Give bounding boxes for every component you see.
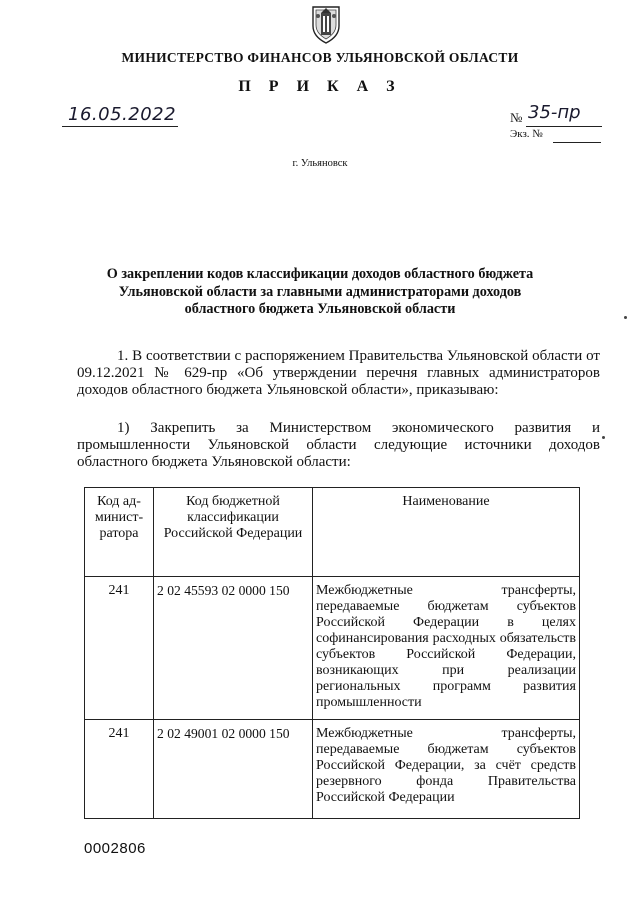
cell-budget-code: 2 02 45593 02 0000 150 xyxy=(154,577,313,720)
header-budget-code: Код бюджетной классификации Российской Федерации xyxy=(154,488,313,577)
city-name: г. Ульяновск xyxy=(292,158,348,169)
table-row xyxy=(85,577,580,720)
paragraph-1: 1. В соответствии с распоряжением Правительства Ульяновской области от 09.12.2021 № 629-пр «Об утверждении перечня главных администраторов доходов областного бюджета Ульяновской области», приказываю: xyxy=(77,348,600,398)
copy-number-label: Экз. № xyxy=(510,128,543,140)
ministry-name: МИНИСТЕРСТВО ФИНАНСОВ УЛЬЯНОВСКОЙ ОБЛАСТИ xyxy=(121,50,519,65)
subject-line-1: О закреплении кодов классификации доходов областного бюджета xyxy=(106,266,534,282)
subject-line-3: областного бюджета Ульяновской области xyxy=(184,301,456,317)
scan-artifact xyxy=(624,316,627,319)
document-type-title: П Р И К А З xyxy=(238,78,402,95)
handwritten-date: 16.05.2022 xyxy=(68,104,177,125)
cell-admin-code: 241 xyxy=(85,720,154,819)
scan-artifact xyxy=(602,436,605,439)
cell-name: Межбюджетные трансферты, передаваемые бюджетам субъектов Российской Федерации, за счёт средств резервного фонда Правительства Российской Федерации xyxy=(313,720,580,819)
header-name: Наименование xyxy=(313,488,580,577)
header-admin-code: Код ад-минист-ратора xyxy=(85,488,154,577)
paragraph-2: 1) Закрепить за Министерством экономического развития и промышленности Ульяновской области следующие источники доходов областного бюджета Ульяновской области: xyxy=(77,420,600,470)
order-subject xyxy=(80,266,560,319)
table-row xyxy=(85,720,580,819)
revenue-codes-table xyxy=(84,487,580,819)
date-underline xyxy=(62,126,178,127)
coat-of-arms-icon xyxy=(309,4,343,44)
copy-number-underline xyxy=(553,142,601,143)
number-label: № xyxy=(510,110,523,125)
cell-name: Межбюджетные трансферты, передаваемые бюджетам субъектов Российской Федерации в целях софинансирования расходных обязательств субъектов Российской Федерации, возникающих при реализации региональных программ развития промышленности xyxy=(313,577,580,720)
cell-budget-code: 2 02 49001 02 0000 150 xyxy=(154,720,313,819)
handwritten-number: 35-пр xyxy=(528,102,581,123)
subject-line-2: Ульяновской области за главными администраторами доходов xyxy=(118,283,522,300)
table-header-row xyxy=(85,488,580,577)
number-underline xyxy=(526,126,602,127)
document-serial-number: 0002806 xyxy=(84,840,146,857)
cell-admin-code: 241 xyxy=(85,577,154,720)
